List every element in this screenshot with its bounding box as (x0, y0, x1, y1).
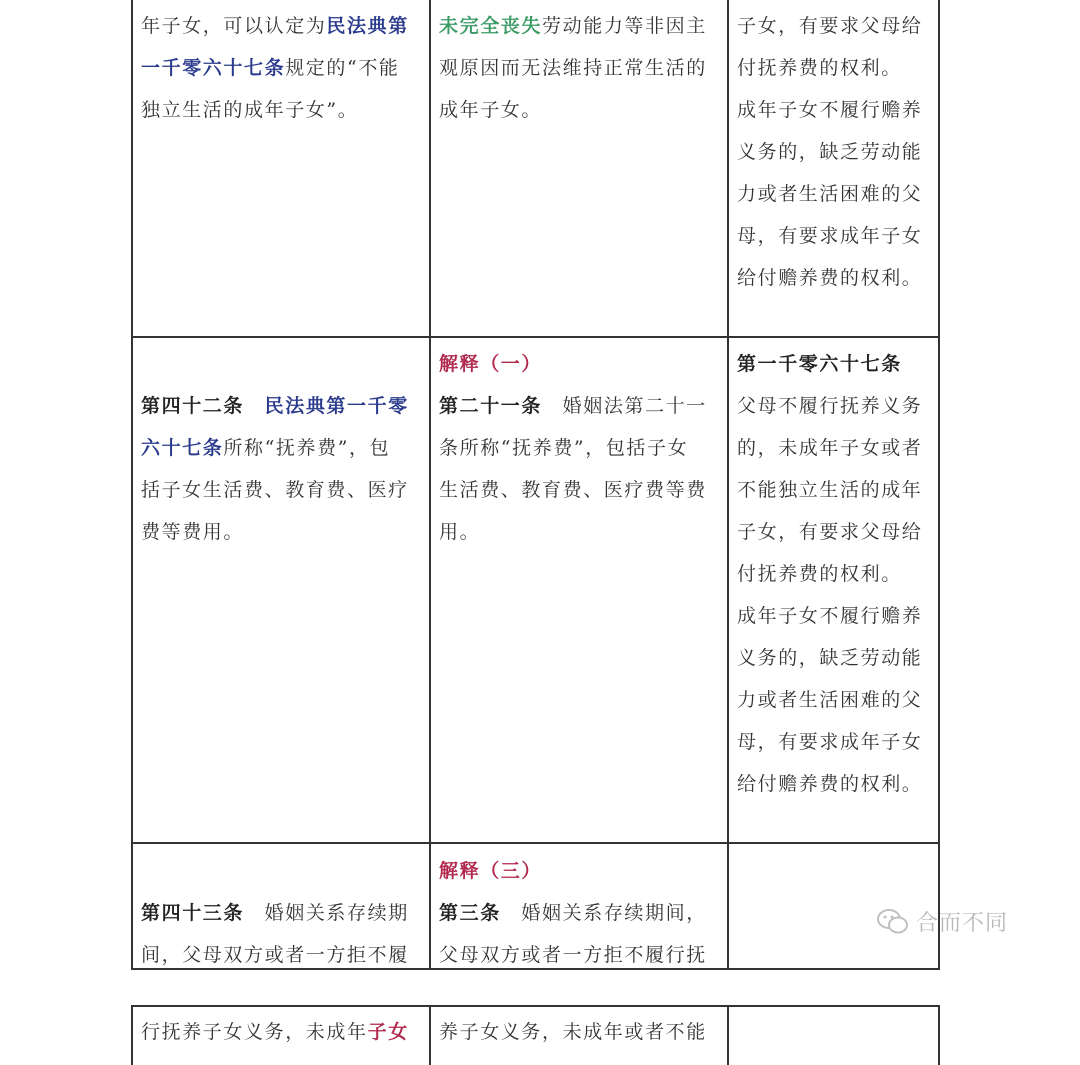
cell-civil-code (729, 0, 940, 336)
text-line (737, 5, 934, 47)
comparison-table-continued (131, 1005, 940, 1065)
text-segment: 六十七条 (141, 437, 224, 459)
text-segment: 第四十三条 (141, 902, 245, 924)
text-line (439, 47, 721, 89)
text-segment: 观原因而无法维持正常生活的 (439, 57, 707, 79)
text-segment: 成年子女不履行赡养 (737, 99, 923, 121)
text-line (439, 5, 721, 47)
text-segment: 子女 (367, 1021, 409, 1043)
text-segment: 第一千零六十七条 (737, 353, 902, 375)
text-line (737, 385, 934, 427)
text-segment: 第三条 (439, 902, 501, 924)
text-segment: 母，有要求成年子女 (737, 225, 923, 247)
watermark (876, 906, 1008, 937)
text-line (737, 47, 934, 89)
text-segment: 独立生活的成年子女”。 (141, 99, 359, 121)
text-line (737, 257, 934, 299)
text-line (737, 89, 934, 131)
text-segment: 付抚养费的权利。 (737, 57, 902, 79)
text-segment: 子女，有要求父母给 (737, 521, 923, 543)
cell-interpretation-old (431, 338, 729, 842)
text-line (141, 469, 423, 511)
cell-interpretation-old (431, 0, 729, 336)
text-line (439, 89, 721, 131)
text-line (439, 934, 721, 976)
text-segment: 成年子女不履行赡养 (737, 605, 923, 627)
text-segment: 生活费、教育费、医疗费等费 (439, 479, 707, 501)
text-segment: 民法典第 (326, 15, 409, 37)
text-segment: 力或者生活困难的父 (737, 183, 923, 205)
text-line (141, 1011, 423, 1053)
comparison-table (131, 0, 940, 970)
text-segment: 行抚养子女义务，未成年 (141, 1021, 368, 1043)
table-row (133, 338, 938, 844)
text-line (141, 427, 423, 469)
text-segment: 养子女义务，未成年或者不能 (439, 1021, 707, 1043)
table-row (133, 844, 938, 968)
text-segment: 婚姻关系存续期间， (500, 902, 707, 924)
text-segment: 括子女生活费、教育费、医疗 (141, 479, 409, 501)
text-segment: 条所称“抚养费”，包括子女 (439, 437, 689, 459)
wechat-icon (876, 908, 910, 936)
cell-interpretation-2020 (133, 1007, 431, 1065)
text-segment: 给付赡养费的权利。 (737, 267, 923, 289)
text-segment: 一千零六十七条 (141, 57, 286, 79)
text-line (737, 679, 934, 721)
text-segment (244, 395, 265, 417)
table-row (133, 0, 938, 338)
cell-interpretation-2020 (133, 338, 431, 842)
text-line (737, 511, 934, 553)
text-segment: 未完全丧失 (439, 15, 543, 37)
text-line (737, 553, 934, 595)
text-line (439, 385, 721, 427)
text-segment: 解释（三） (439, 860, 543, 882)
text-segment: 给付赡养费的权利。 (737, 773, 923, 795)
cell-civil-code (729, 1007, 940, 1065)
text-line (737, 763, 934, 805)
text-segment: 婚姻法第二十一 (542, 395, 707, 417)
text-segment: 劳动能力等非因主 (542, 15, 707, 37)
text-segment: 不能独立生活的成年 (737, 479, 923, 501)
text-line (737, 173, 934, 215)
text-segment: 规定的“不能 (285, 57, 400, 79)
text-segment: 第四十二条 (141, 395, 245, 417)
text-line (737, 343, 934, 385)
cell-civil-code (729, 338, 940, 842)
text-segment: 父母不履行抚养义务 (737, 395, 923, 417)
text-line (737, 131, 934, 173)
text-segment: 父母双方或者一方拒不履行抚 (439, 944, 707, 966)
text-line (737, 595, 934, 637)
text-line (439, 511, 721, 553)
text-segment: 费等费用。 (141, 521, 245, 543)
cell-interpretation-2020 (133, 844, 431, 968)
cell-interpretation-2020 (133, 0, 431, 336)
text-line (141, 89, 423, 131)
text-line (439, 850, 721, 892)
text-segment: 成年子女。 (439, 99, 543, 121)
table-row (133, 1007, 938, 1065)
text-line (141, 892, 423, 934)
text-line (439, 1011, 721, 1053)
cell-interpretation-old (431, 1007, 729, 1065)
text-line (439, 469, 721, 511)
text-line (141, 385, 423, 427)
text-segment: 子女，有要求父母给 (737, 15, 923, 37)
text-line (737, 427, 934, 469)
text-segment: 民法典第一千零 (264, 395, 409, 417)
text-segment: 用。 (439, 521, 481, 543)
text-segment: 付抚养费的权利。 (737, 563, 902, 585)
text-line (439, 892, 721, 934)
text-segment: 力或者生活困难的父 (737, 689, 923, 711)
watermark-text: 合而不同 (916, 911, 1009, 936)
text-line (737, 215, 934, 257)
text-line (141, 511, 423, 553)
text-line (439, 427, 721, 469)
text-segment: 义务的，缺乏劳动能 (737, 647, 923, 669)
text-segment: 解释（一） (439, 353, 543, 375)
text-line (141, 5, 423, 47)
text-segment: 母，有要求成年子女 (737, 731, 923, 753)
text-line (737, 469, 934, 511)
text-segment: 的，未成年子女或者 (737, 437, 923, 459)
text-line (737, 721, 934, 763)
text-segment: 所称“抚养费”，包 (223, 437, 391, 459)
text-segment: 年子女，可以认定为 (141, 15, 327, 37)
text-line (439, 343, 721, 385)
text-segment: 间，父母双方或者一方拒不履 (141, 944, 409, 966)
cell-interpretation-old (431, 844, 729, 968)
text-line (737, 637, 934, 679)
text-segment: 第二十一条 (439, 395, 543, 417)
text-segment: 义务的，缺乏劳动能 (737, 141, 923, 163)
text-segment: 婚姻关系存续期 (244, 902, 409, 924)
text-line (141, 47, 423, 89)
text-line (141, 934, 423, 976)
